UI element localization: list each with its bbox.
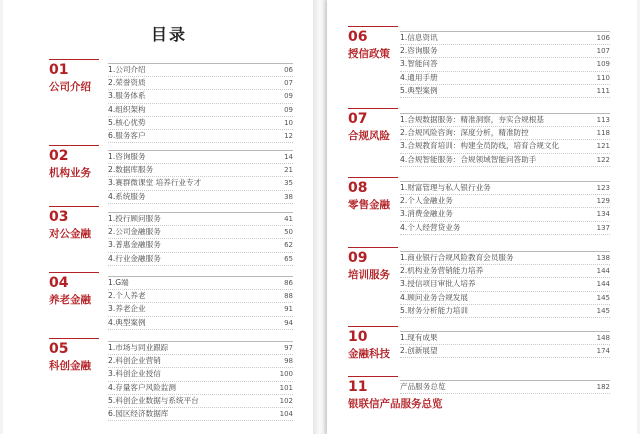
toc-entry-title: 5.典型案例 xyxy=(400,85,438,95)
toc-entry-title: 3.养老企业 xyxy=(108,304,146,314)
toc-entry-title: 3.服务体系 xyxy=(108,91,146,101)
toc-entry[interactable] xyxy=(400,332,610,345)
section-title: 养老金融 xyxy=(49,294,91,306)
toc-entry-title: 2.咨询服务 xyxy=(400,46,438,56)
toc-entry-title: 3.科创企业授信 xyxy=(108,369,161,379)
toc-entry-title: 2.创新展望 xyxy=(400,346,438,356)
toc-entry-page: 106 xyxy=(596,34,610,42)
toc-entry[interactable] xyxy=(400,305,610,318)
toc-entry-title: 5.核心优势 xyxy=(108,117,146,127)
toc-entry[interactable] xyxy=(400,45,610,58)
section-title: 对公金融 xyxy=(49,228,91,240)
toc-entry-title: 4.存量客户风险监测 xyxy=(108,382,176,392)
toc-entry[interactable] xyxy=(108,64,293,77)
toc-entry-page: 111 xyxy=(596,86,610,95)
toc-entry-title: 3.消费金融业务 xyxy=(400,209,453,219)
left-page xyxy=(3,0,313,434)
section-rule xyxy=(49,338,99,339)
section-number: 11 xyxy=(348,379,368,395)
section-number: 09 xyxy=(348,250,368,266)
toc-entry-page: 102 xyxy=(279,396,293,405)
toc-entry[interactable] xyxy=(400,182,610,195)
section-number: 07 xyxy=(348,111,368,127)
section-number: 02 xyxy=(49,148,69,164)
toc-entry-list xyxy=(400,331,610,358)
toc-entry-title: 1.投行顾问服务 xyxy=(108,214,161,223)
toc-entry[interactable] xyxy=(400,114,610,127)
section-title: 金融科技 xyxy=(348,348,390,360)
toc-entry-title: 1.G端 xyxy=(108,278,129,287)
toc-entry-page: 145 xyxy=(596,293,610,302)
toc-entry-title: 4.行业金融服务 xyxy=(108,253,161,263)
section-rule xyxy=(49,272,99,273)
toc-entry-page: 118 xyxy=(596,129,610,138)
toc-entry-title: 2.公司金融服务 xyxy=(108,227,161,237)
toc-entry[interactable] xyxy=(108,253,293,266)
toc-entry[interactable] xyxy=(108,342,293,355)
toc-entry-title: 1.财富管理与私人银行业务 xyxy=(400,183,491,192)
toc-entry-page: 174 xyxy=(596,347,610,356)
toc-entry[interactable] xyxy=(108,290,293,303)
toc-entry-page: 145 xyxy=(596,306,610,315)
toc-entry[interactable] xyxy=(108,355,293,368)
toc-entry-title: 3.合规教育培训：构建全员防线，培育合规文化 xyxy=(400,141,560,151)
section-number: 03 xyxy=(49,209,69,225)
toc-entry-title: 1.商业银行合规风险教育会员服务 xyxy=(400,253,514,262)
toc-entry[interactable] xyxy=(400,278,610,291)
toc-entry[interactable] xyxy=(108,303,293,316)
toc-entry-title: 1.合规数据服务：精准洞察，夯实合规根基 xyxy=(400,115,544,124)
toc-entry-page: 98 xyxy=(284,357,293,366)
toc-entry-title: 2.个人金融业务 xyxy=(400,196,453,206)
toc-entry-title: 1.现有成果 xyxy=(400,333,438,342)
toc-entry-page: 113 xyxy=(596,116,610,124)
toc-entry-list xyxy=(400,251,610,318)
toc-entry[interactable] xyxy=(108,213,293,226)
section-title: 科创金融 xyxy=(49,360,91,372)
toc-entry[interactable] xyxy=(108,368,293,381)
toc-entry[interactable] xyxy=(400,208,610,221)
section-rule xyxy=(49,59,99,60)
toc-entry[interactable] xyxy=(108,382,293,395)
section-title: 授信政策 xyxy=(348,48,390,60)
toc-entry-page: 06 xyxy=(284,66,293,74)
toc-entry-title: 3.智能问答 xyxy=(400,59,438,69)
toc-entry-page: 101 xyxy=(279,383,293,392)
section-title: 机构业务 xyxy=(49,167,91,179)
toc-entry-page: 123 xyxy=(596,184,610,192)
toc-entry-list xyxy=(400,380,610,394)
section-rule xyxy=(348,108,398,109)
section-rule xyxy=(49,145,99,146)
toc-entry[interactable] xyxy=(400,381,610,394)
toc-entry-title: 4.合规智能服务：合规领域智能问答助手 xyxy=(400,154,537,164)
toc-entry[interactable] xyxy=(400,127,610,140)
toc-entry-page: 107 xyxy=(596,47,610,56)
toc-entry-list xyxy=(108,341,293,421)
toc-entry-page: 88 xyxy=(284,292,293,301)
toc-entry[interactable] xyxy=(400,154,610,167)
toc-entry-page: 148 xyxy=(596,334,610,342)
toc-entry-page: 109 xyxy=(596,60,610,69)
toc-entry[interactable] xyxy=(108,226,293,239)
toc-title: 目录 xyxy=(151,25,188,44)
toc-entry-title: 3.授信项目审批人培养 xyxy=(400,279,476,289)
toc-entry-page: 14 xyxy=(284,153,293,161)
toc-entry-title: 6.服务客户 xyxy=(108,130,146,140)
toc-entry-title: 3.普惠金融服务 xyxy=(108,240,161,250)
toc-entry[interactable] xyxy=(400,140,610,153)
section-title: 培训服务 xyxy=(348,269,390,281)
toc-entry-page: 65 xyxy=(284,254,293,263)
toc-entry-page: 38 xyxy=(284,192,293,201)
right-page xyxy=(327,0,637,434)
toc-entry-page: 122 xyxy=(596,155,610,164)
toc-entry[interactable] xyxy=(400,85,610,98)
toc-entry-title: 2.机构业务营销能力培养 xyxy=(400,266,484,276)
toc-entry-list xyxy=(108,150,293,204)
toc-entry-title: 1.公司介绍 xyxy=(108,65,146,74)
toc-entry-page: 110 xyxy=(596,73,610,82)
toc-entry[interactable] xyxy=(108,408,293,421)
toc-entry-page: 10 xyxy=(284,118,293,127)
toc-entry[interactable] xyxy=(108,77,293,90)
toc-entry-title: 1.信息资讯 xyxy=(400,33,438,42)
toc-entry[interactable] xyxy=(400,72,610,85)
toc-entry-page: 97 xyxy=(284,344,293,352)
section-title: 银联信产品服务总览 xyxy=(348,398,443,410)
toc-entry-title: 5.科创企业数据与系统平台 xyxy=(108,395,199,405)
toc-entry-list xyxy=(400,113,610,167)
toc-entry[interactable] xyxy=(108,177,293,190)
toc-entry-page: 129 xyxy=(596,197,610,206)
toc-entry-page: 86 xyxy=(284,279,293,287)
toc-entry-title: 1.咨询服务 xyxy=(108,152,146,161)
book-gutter xyxy=(313,0,327,434)
toc-entry-title: 4.顾问业务合规发展 xyxy=(400,292,468,302)
toc-entry-page: 134 xyxy=(596,210,610,219)
toc-entry[interactable] xyxy=(400,58,610,71)
section-rule xyxy=(348,326,398,327)
section-number: 06 xyxy=(348,29,368,45)
toc-entry[interactable] xyxy=(108,117,293,130)
toc-entry-page: 144 xyxy=(596,267,610,276)
toc-entry-list xyxy=(108,276,293,330)
section-number: 08 xyxy=(348,180,368,196)
toc-entry[interactable] xyxy=(400,252,610,265)
toc-entry[interactable] xyxy=(400,265,610,278)
toc-entry-page: 144 xyxy=(596,280,610,289)
toc-entry-title: 产品服务总览 xyxy=(400,382,446,391)
toc-entry-page: 09 xyxy=(284,92,293,101)
toc-entry-title: 4.通用手册 xyxy=(400,72,438,82)
toc-entry[interactable] xyxy=(108,395,293,408)
toc-entry-page: 91 xyxy=(284,305,293,314)
toc-entry[interactable] xyxy=(400,292,610,305)
section-rule xyxy=(348,247,398,248)
toc-entry-title: 4.系统服务 xyxy=(108,191,146,201)
toc-entry[interactable] xyxy=(108,277,293,290)
section-number: 10 xyxy=(348,329,368,345)
toc-entry-title: 2.科创企业营销 xyxy=(108,356,161,366)
toc-entry-title: 2.个人养老 xyxy=(108,291,146,301)
toc-entry-title: 2.荣誉资质 xyxy=(108,78,146,88)
toc-entry-title: 5.财务分析能力培训 xyxy=(400,305,468,315)
toc-entry[interactable] xyxy=(400,32,610,45)
toc-entry-page: 100 xyxy=(279,370,293,379)
toc-entry-title: 4.组织架构 xyxy=(108,104,146,114)
toc-entry-list xyxy=(400,181,610,235)
toc-entry-page: 12 xyxy=(284,131,293,140)
toc-entry-list xyxy=(108,63,293,143)
section-rule xyxy=(348,177,398,178)
toc-entry[interactable] xyxy=(400,345,610,358)
toc-entry-page: 35 xyxy=(284,179,293,188)
toc-entry-page: 137 xyxy=(596,223,610,232)
toc-entry-page: 94 xyxy=(284,318,293,327)
toc-entry[interactable] xyxy=(108,317,293,330)
toc-entry-title: 6.园区经济数据库 xyxy=(108,408,169,418)
toc-entry-page: 62 xyxy=(284,241,293,250)
toc-entry[interactable] xyxy=(108,151,293,164)
toc-entry-page: 138 xyxy=(596,254,610,262)
section-rule xyxy=(348,26,398,27)
toc-entry[interactable] xyxy=(108,239,293,252)
toc-entry-title: 2.合规风险咨询：深度分析，精准防控 xyxy=(400,128,529,138)
toc-entry-page: 121 xyxy=(596,142,610,151)
section-title: 公司介绍 xyxy=(49,81,91,93)
toc-entry-title: 4.典型案例 xyxy=(108,317,146,327)
toc-entry-page: 104 xyxy=(279,409,293,418)
section-number: 01 xyxy=(49,62,69,78)
toc-entry[interactable] xyxy=(400,195,610,208)
toc-entry-title: 4.个人经营贷业务 xyxy=(400,222,461,232)
toc-entry-page: 21 xyxy=(284,166,293,175)
toc-entry-title: 1.市场与同业跟踪 xyxy=(108,343,169,352)
toc-entry[interactable] xyxy=(108,164,293,177)
toc-entry[interactable] xyxy=(108,90,293,103)
toc-entry-list xyxy=(108,212,293,266)
toc-entry-page: 07 xyxy=(284,79,293,88)
section-title: 合规风险 xyxy=(348,130,390,142)
section-number: 04 xyxy=(49,275,69,291)
toc-entry-page: 50 xyxy=(284,228,293,237)
section-number: 05 xyxy=(49,341,69,357)
toc-entry-page: 41 xyxy=(284,215,293,223)
section-rule xyxy=(348,376,398,377)
toc-entry-page: 09 xyxy=(284,105,293,114)
toc-entry[interactable] xyxy=(108,104,293,117)
toc-entry[interactable] xyxy=(108,191,293,204)
toc-entry-title: 2.数据库服务 xyxy=(108,165,154,175)
toc-entry[interactable] xyxy=(400,222,610,235)
section-rule xyxy=(49,206,99,207)
section-title: 零售金融 xyxy=(348,199,390,211)
toc-entry-title: 3.赛群微课堂 培养行业专才 xyxy=(108,178,202,188)
toc-entry-list xyxy=(400,31,610,98)
toc-entry[interactable] xyxy=(108,130,293,143)
toc-entry-page: 182 xyxy=(596,383,610,391)
